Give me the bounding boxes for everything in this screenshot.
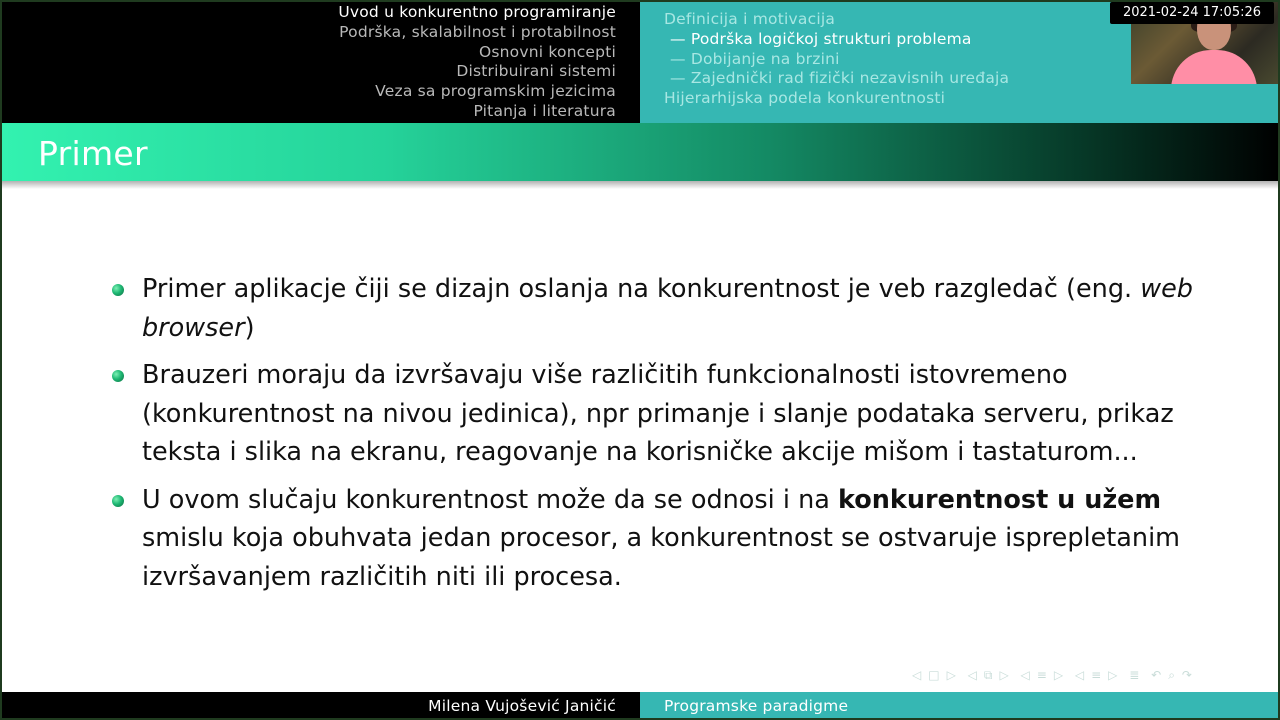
bullet-list: [108, 270, 1203, 596]
subsection-link-logical-structure[interactable]: — Podrška logičkoj strukturi problema: [670, 29, 972, 48]
nav-frame-icon[interactable]: ⧉: [983, 668, 994, 682]
footer-course: Programske paradigme: [640, 692, 1110, 720]
section-link-questions[interactable]: Pitanja i literatura: [473, 101, 616, 120]
bullet-bold: konkurentnost u užem: [837, 484, 1162, 515]
nav-section-right-icon[interactable]: ▷: [1108, 668, 1119, 682]
nav-slide-icon[interactable]: □: [928, 668, 941, 682]
subsection-link-hierarchy[interactable]: Hijerarhijska podela konkurentnosti: [664, 89, 946, 108]
section-link-support[interactable]: Podrška, skalabilnost i protabilnost: [339, 22, 616, 41]
nav-toc-icon[interactable]: ≣: [1129, 668, 1141, 682]
nav-slide-right-icon[interactable]: ▷: [946, 668, 957, 682]
subsection-link-devices[interactable]: — Zajednički rad fizički nezavisnih uređaja: [670, 69, 1010, 88]
nav-subsection-right-icon[interactable]: ▷: [1053, 668, 1065, 682]
bullet-text: Brauzeri moraju da izvršavaju više različitih funkcionalnosti istovremeno (konkurentnost na nivou jedinica), npr primanje i slanje podataka serveru, prikaz teksta i slika na ekranu, reagovanje na korisničke akcije mišom i tastaturom...: [142, 360, 1174, 467]
bullet-text-end: ): [244, 312, 255, 343]
recording-timestamp: 2021-02-24 17:05:26: [1110, 2, 1274, 24]
section-link-distributed[interactable]: Distribuirani sistemi: [456, 62, 616, 81]
bullet-emphasis: web browser: [142, 274, 1193, 343]
bullet-text-end: smislu koja obuhvata jedan procesor, a konkurentnost se ostvaruje isprepletanim izvršavanjem različitih niti ili procesa.: [142, 523, 1181, 592]
footer-right-panel: [1110, 692, 1280, 720]
nav-slide-left-icon[interactable]: ◁: [912, 668, 923, 682]
section-link-languages[interactable]: Veza sa programskim jezicima: [375, 82, 616, 101]
section-link-intro[interactable]: Uvod u konkurentno programiranje: [338, 3, 616, 21]
bullet-item: [108, 270, 1203, 347]
section-navigation: [0, 0, 640, 123]
bullet-icon: [112, 284, 124, 296]
footer-author: Milena Vujošević Janičić: [0, 692, 640, 720]
bullet-text: Primer aplikacje čiji se dizajn oslanja na konkurentnost je veb razgledač (eng.: [142, 274, 1141, 304]
nav-section-icon[interactable]: ≡: [1091, 668, 1103, 682]
nav-back-icon[interactable]: ↶: [1151, 668, 1163, 682]
slide-title: Primer: [38, 134, 148, 173]
bullet-item: [108, 481, 1203, 597]
slide-header: [0, 0, 1280, 123]
nav-section-left-icon[interactable]: ◁: [1074, 668, 1086, 682]
title-bar-shadow: [0, 181, 1280, 189]
nav-search-icon[interactable]: ⌕: [1168, 668, 1176, 682]
nav-forward-icon[interactable]: ↷: [1181, 668, 1193, 682]
nav-frame-left-icon[interactable]: ◁: [967, 668, 978, 682]
presenter-shirt: [1171, 50, 1257, 84]
subsection-link-speed[interactable]: — Dobijanje na brzini: [670, 49, 840, 68]
nav-frame-right-icon[interactable]: ▷: [999, 668, 1010, 682]
bullet-icon: [112, 495, 124, 507]
bullet-icon: [112, 370, 124, 382]
slide-footer: [0, 692, 1280, 720]
bullet-item: [108, 356, 1203, 472]
subsection-link-definition[interactable]: Definicija i motivacija: [664, 10, 836, 28]
bullet-text: U ovom slučaju konkurentnost može da se odnosi i na: [142, 484, 838, 515]
nav-subsection-left-icon[interactable]: ◁: [1020, 668, 1031, 682]
section-link-concepts[interactable]: Osnovni koncepti: [478, 42, 616, 61]
nav-subsection-icon[interactable]: ≡: [1036, 668, 1048, 682]
beamer-navigation-symbols: [912, 668, 1272, 686]
slide-title-bar: [0, 123, 1280, 181]
slide-content: [108, 270, 1203, 605]
